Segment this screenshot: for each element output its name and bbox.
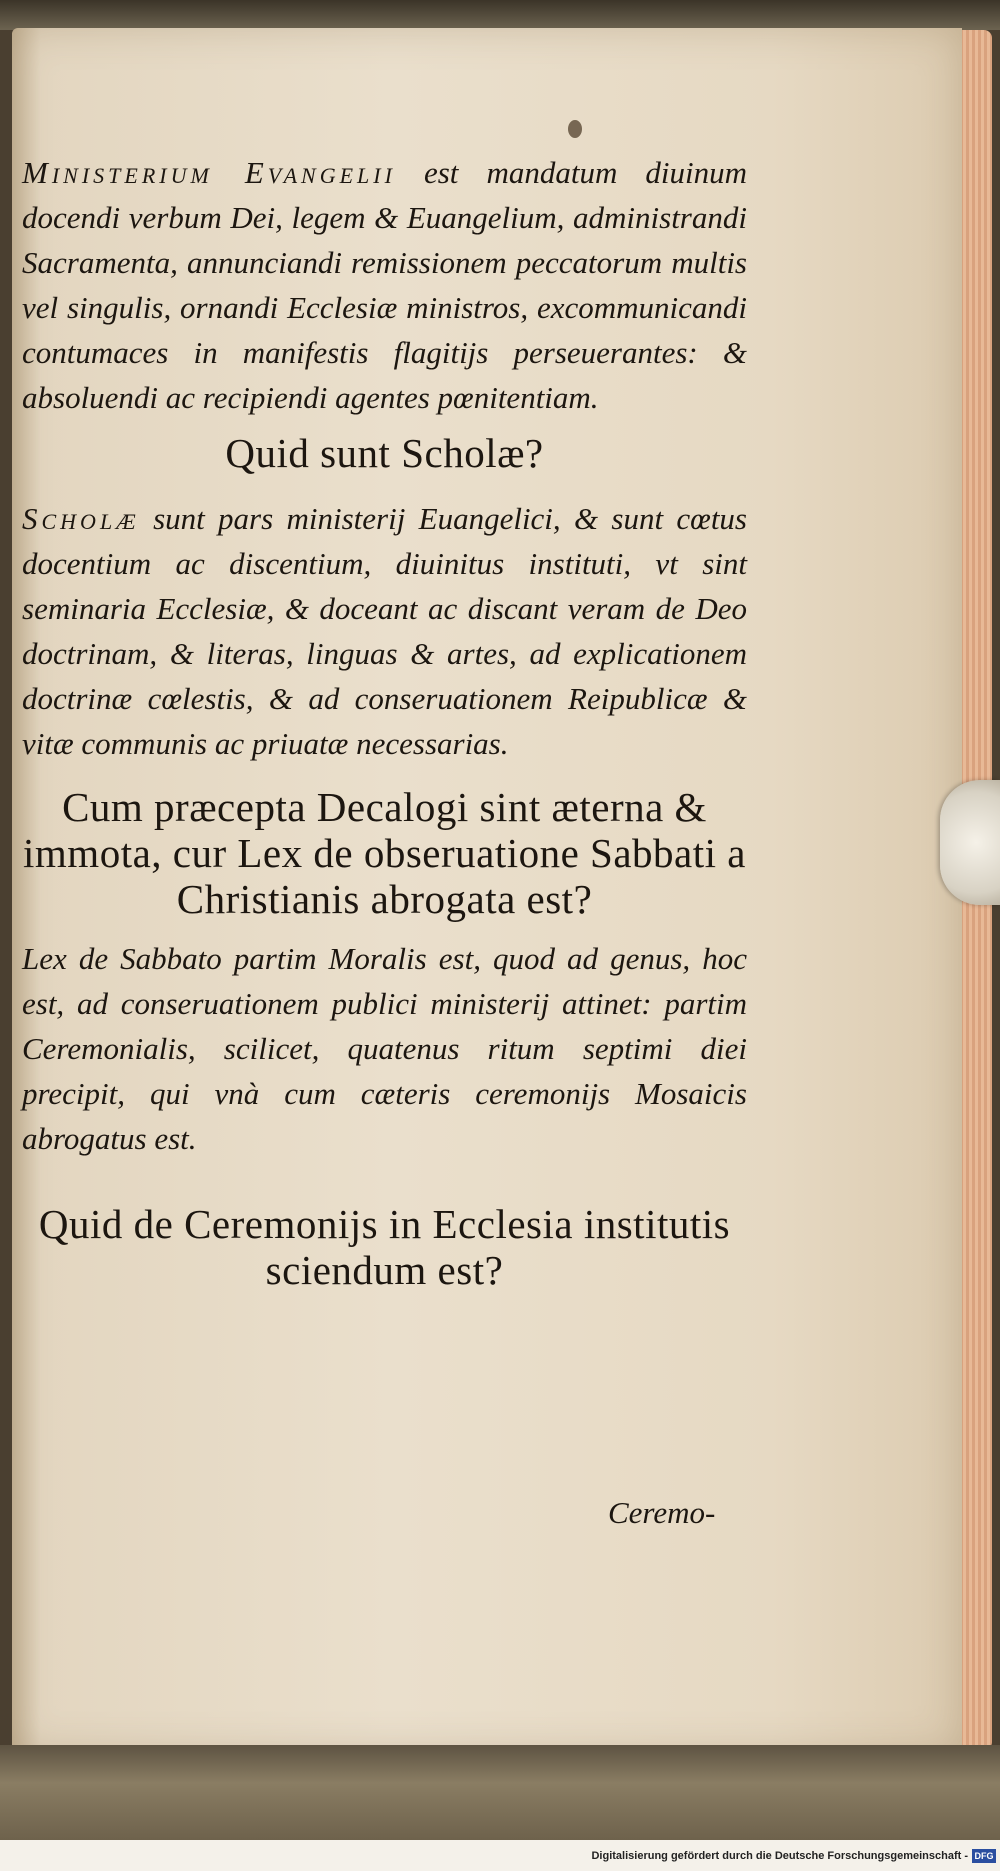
paragraph-body: Lex de Sabbato partim Moralis est, quod ad genus, hoc est, ad conseruationem publici ministerij attinet: partim Ceremonialis, scilicet, quatenus ritum septimi diei precipit, qui vnà cum cæteris ceremonijs Mosaicis abrogatus est.: [22, 941, 747, 1156]
paragraph-body: sunt pars ministerij Euangelici, & sunt cœtus docentium ac discentium, diuinitus instituti, vt sint seminaria Ecclesiæ, & doceant ac discant veram de Deo doctrinam, & literas, linguas & artes, ad explicationem doctrinæ cœlestis, & ad conseruationem Reipublicæ & vitæ communis ac priuatæ necessarias.: [22, 501, 747, 761]
heading-ceremonijs: Quid de Ceremonijs in Ecclesia institutis sciendum est?: [38, 1201, 731, 1293]
paragraph-lead: Scholæ: [22, 501, 140, 536]
bookmark-tab: [940, 780, 1000, 905]
paragraph-body: est mandatum diuinum docendi verbum Dei, legem & Euangelium, administrandi Sacramenta, annunciandi remissionem peccatorum multis vel singulis, ornandi Ecclesiæ ministros, excommunicandi contumaces in manifestis flagitijs perseuerantes: & absoluendi ac recipiendi agentes pœnitentiam.: [22, 155, 747, 415]
heading-scholae: Quid sunt Scholæ?: [225, 430, 544, 476]
scanner-frame-top: [0, 0, 1000, 30]
page-text: [22, 150, 747, 1293]
heading-decalogi: Cum præcepta Decalogi sint æterna & immota, cur Lex de obseruatione Sabbati a Christianis abrogata est?: [23, 784, 746, 922]
paragraph-ministerium: [22, 150, 747, 420]
catchword: Ceremo-: [608, 1495, 716, 1530]
ink-spot: [568, 120, 582, 138]
dfg-logo: DFG: [972, 1849, 996, 1863]
paragraph-scholae: [22, 496, 747, 766]
footer-credit: Digitalisierung gefördert durch die Deutsche Forschungsgemeinschaft -: [591, 1850, 968, 1862]
paragraph-sabbato: [22, 936, 747, 1161]
book-cover-edge: [0, 1745, 1000, 1840]
paragraph-lead: Ministerium Evangelii: [22, 155, 396, 190]
